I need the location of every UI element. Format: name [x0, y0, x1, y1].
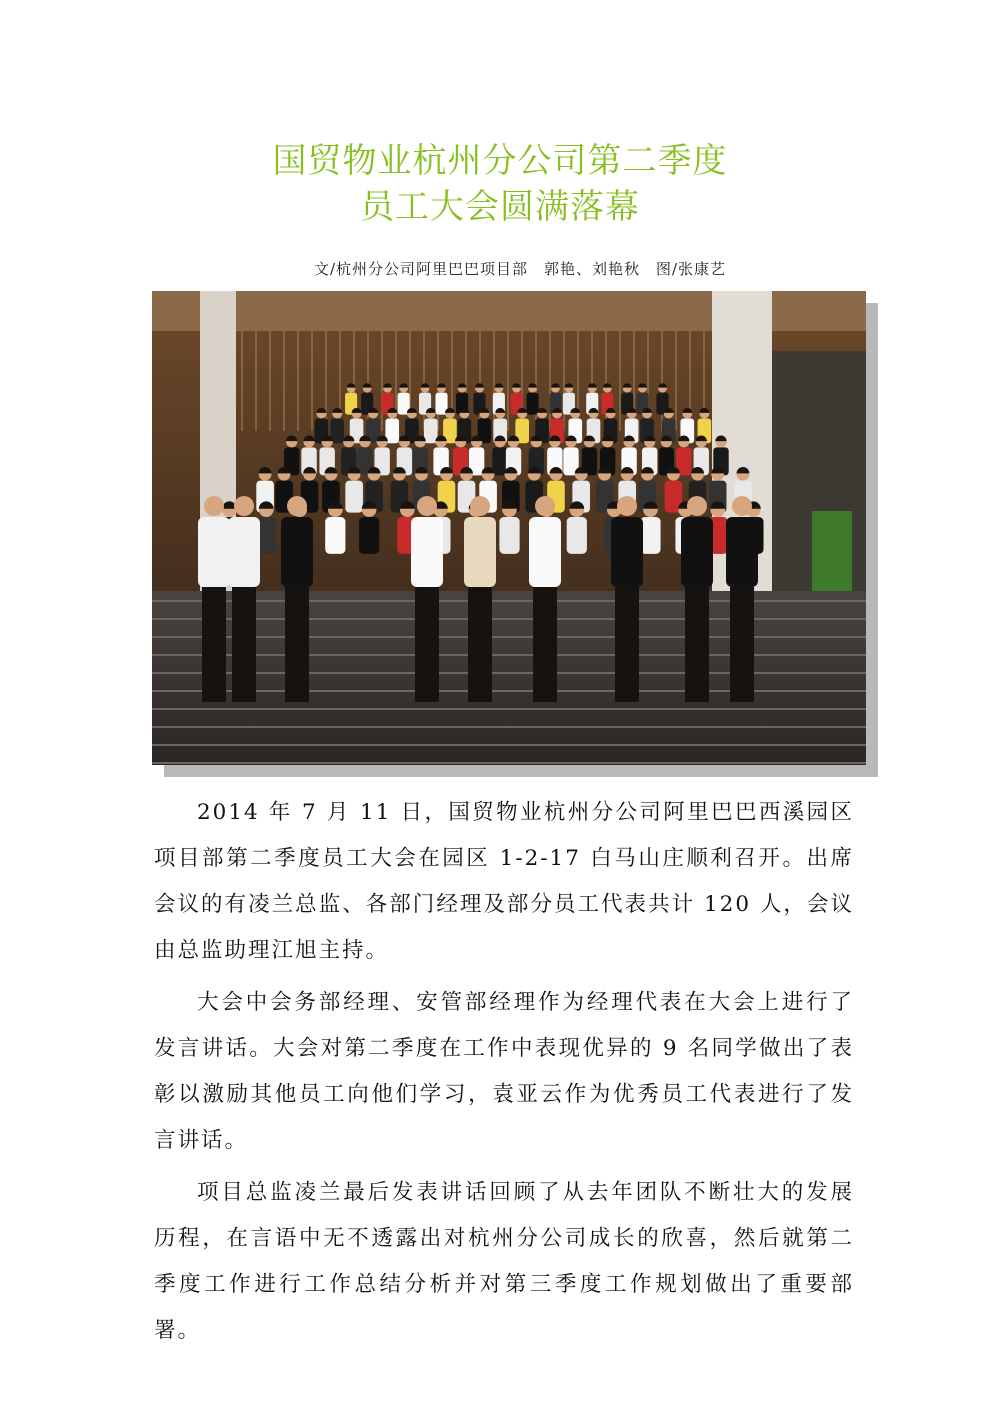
article-body [154, 790, 854, 1360]
paragraph: 项目总监凌兰最后发表讲话回顾了从去年团队不断壮大的发展历程，在言语中无不透露出对杭州分公司成长的欣喜，然后就第二季度工作进行工作总结分析并对第三季度工作规划做出了重要部署。 [154, 1180, 854, 1343]
paragraph: 大会中会务部经理、安管部经理作为经理代表在大会上进行了发言讲话。大会对第二季度在工作中表现优异的 9 名同学做出了表彰以激励其他员工向他们学习，袁亚云作为优秀员工代表进行了发言讲话。 [154, 990, 854, 1153]
group-photo [152, 291, 866, 765]
paragraph: 2014 年 7 月 11 日，国贸物业杭州分公司阿里巴巴西溪园区项目部第二季度员工大会在园区 1-2-17 白马山庄顺利召开。出席会议的有凌兰总监、各部门经理及部分员工代表共计 120 人，会议由总监助理江旭主持。 [154, 800, 854, 963]
article-byline: 文/杭州分公司阿里巴巴项目部 郭艳、刘艳秋 图/张康艺 [313, 260, 727, 278]
article-title-line-2: 员工大会圆满落幕 [360, 187, 640, 227]
article-title-line-1: 国贸物业杭州分公司第二季度 [272, 141, 728, 181]
article-title [0, 138, 1000, 230]
group-photo-icon [152, 291, 866, 765]
